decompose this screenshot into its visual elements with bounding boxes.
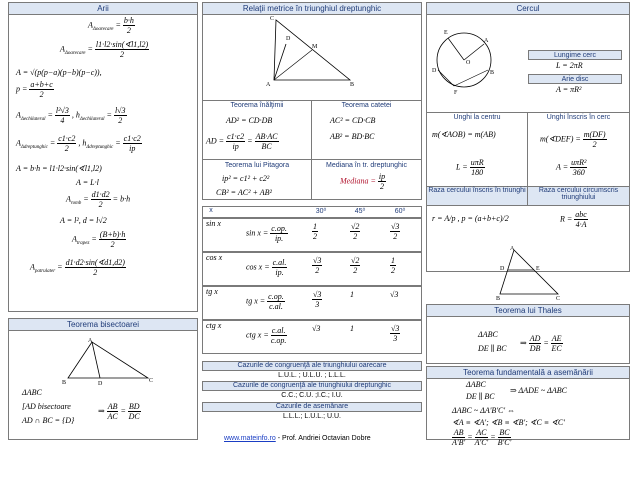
trig-fn-label: tg x bbox=[206, 287, 218, 296]
bisectoare-ipoteza-3: AD ∩ BC = {D} bbox=[22, 416, 75, 425]
svg-text:O: O bbox=[466, 60, 471, 66]
unghi-centru-formula: m(∢AOB) = m(AB) bbox=[432, 130, 496, 139]
svg-text:D: D bbox=[432, 68, 437, 74]
raza-circ-title: Raza cercului circumscris triunghiului bbox=[538, 187, 619, 201]
congruenta-oarecare-title: Cazurile de congruenţă ale triunghiului oarecare bbox=[237, 362, 387, 369]
arie-patrulater: $A_{patrulater}$ = $\frac{d1\cdot d2\cdot\sin(∢d1,d2)}{2}$ bbox=[30, 258, 125, 277]
trig-fn-label: ctg x bbox=[206, 321, 222, 330]
site-link[interactable]: www.mateinfo.ro bbox=[224, 435, 276, 442]
author-text: - Prof. Andriei Octavian Dobre bbox=[275, 435, 371, 442]
bisectoare-ipoteza-2: [AD bisectoare bbox=[22, 402, 71, 411]
lungime-arc-formula: L = $\frac{\text{uπR}}{180}$ bbox=[456, 158, 484, 177]
arie-oarecare-1: $A_{\Delta oarecare}$ = $\frac{b\cdot h}{2}$ bbox=[88, 16, 134, 35]
trig-definition: cos x = $\frac{c.al.}{ip.}$ bbox=[246, 258, 287, 277]
svg-text:B: B bbox=[490, 70, 495, 76]
svg-text:F: F bbox=[454, 90, 458, 96]
cercul-header: Cercul bbox=[427, 3, 629, 15]
trig-fn-label: sin x bbox=[206, 219, 221, 228]
congruenta-oarecare-cases: L.U.L. ; U.L.U. ; L.L.L. bbox=[278, 372, 346, 379]
trig-header-x: x bbox=[209, 207, 213, 214]
trig-value-v60: $\frac{1}{2}$ bbox=[391, 256, 395, 275]
raza-inscris-title: Raza cercului înscris în triunghi bbox=[428, 187, 526, 194]
svg-text:D: D bbox=[286, 36, 291, 42]
svg-text:D: D bbox=[500, 266, 505, 272]
thales-ipoteza-2: DE ∥ BC bbox=[478, 344, 507, 353]
arie-dreptunghi: A = L·l bbox=[76, 178, 99, 187]
thales-triangle-figure bbox=[496, 244, 562, 300]
svg-text:M: M bbox=[312, 44, 318, 50]
thales-ipoteza-1: ΔABC bbox=[478, 330, 498, 339]
trig-header-30: 30⁰ bbox=[315, 208, 327, 215]
asemanare-def-1: ΔABC ~ ΔA'B'C' ⇔ bbox=[452, 406, 516, 415]
arie-romb: $A_{romb}$ = $\frac{d1\cdot d2}{2}$ = b·h bbox=[66, 190, 131, 209]
svg-text:E: E bbox=[536, 266, 540, 272]
trig-value-v60: $\frac{√3}{2}$ bbox=[391, 222, 400, 241]
arie-heron: A = √(p(p−a)(p−b)(p−c)), bbox=[16, 68, 102, 77]
relatii-triangle-figure bbox=[262, 14, 362, 90]
arie-patrat: A = l², d = l√2 bbox=[60, 216, 107, 225]
mediana-formula-1: Mediana = $\frac{ip}{2}$ bbox=[340, 172, 386, 191]
svg-text:A: A bbox=[484, 38, 489, 44]
trig-header-45: 45⁰ bbox=[354, 208, 366, 215]
asemanare-title: Cazurile de asemănare bbox=[275, 403, 349, 410]
unghi-inscris-title: Unghi înscris în cerc bbox=[546, 114, 611, 121]
arii-header: Arii bbox=[9, 3, 197, 15]
trig-value-v30: $\frac{√3}{2}$ bbox=[313, 256, 322, 275]
bisectoare-ipoteza-1: ΔABC bbox=[22, 388, 42, 397]
arie-oarecare-2: $A_{\Delta oarecare}$ = $\frac{l1\cdot l2\cdot\sin(∢l1,l2)}{2}$ bbox=[60, 40, 149, 59]
lungime-cerc-title: Lungime cerc bbox=[528, 50, 622, 60]
arie-disc-formula: A = πR² bbox=[556, 85, 582, 94]
asemanare-cases: L.L.L.; L.U.L.; U.U. bbox=[283, 413, 341, 420]
inaltimii-formula-1: AD² = CD·DB bbox=[226, 116, 273, 125]
svg-text:A: A bbox=[88, 338, 93, 344]
svg-text:D: D bbox=[98, 381, 103, 386]
bisectoare-concluzie: ⇒ $\frac{AB}{AC}$ = $\frac{BD}{DC}$ bbox=[98, 402, 140, 421]
arie-dreptunghic: $A_{\Delta dreptunghic}$ = $\frac{c1\cdot c2}{2}$ , $h_{\Delta dreptunghic}$ = $\frac{c1\cdot c2}{ip}$ bbox=[16, 134, 141, 153]
asemanare-def-3: $\frac{AB}{A'B'}$ = $\frac{AC}{A'C'}$ = $\frac{BC}{B'C'}$ bbox=[452, 428, 512, 447]
arie-echilateral: $A_{\Delta echilateral}$ = $\frac{\text{l²√3}}{4}$ , $h_{\Delta echilateral}$ = $\frac{l√3}{2}$ bbox=[16, 106, 126, 125]
footer-credit bbox=[224, 435, 371, 442]
trig-value-v60: √3 bbox=[390, 290, 399, 299]
inaltimii-formula-2: AD = $\frac{c1\cdot c2}{ip}$ = $\frac{AB\cdot AC}{BC}$ bbox=[206, 132, 278, 151]
trig-value-v45: 1 bbox=[350, 290, 354, 299]
unghi-centru-title: Unghi la centru bbox=[453, 114, 501, 121]
fundamentala-ipoteza-1: ΔABC bbox=[466, 380, 486, 389]
asemanare-def-2: ∢A ≡ ∢A'; ∢B ≡ ∢B'; ∢C ≡ ∢C' bbox=[452, 418, 565, 427]
trig-value-v45: $\frac{√2}{2}$ bbox=[351, 256, 360, 275]
bisectoare-header: Teorema bisectoarei bbox=[9, 319, 197, 331]
arie-disc-title: Arie disc bbox=[528, 74, 622, 84]
svg-text:C: C bbox=[556, 296, 561, 300]
congruenta-dreptunghic-cases: C.C.; C.U. ;I.C.; I.U. bbox=[281, 392, 343, 399]
trig-value-v60: $\frac{√3}{3}$ bbox=[391, 324, 400, 343]
svg-text:B: B bbox=[350, 82, 355, 88]
congruenta-dreptunghic-title: Cazurile de congruenţă ale triunghiului dreptunghic bbox=[233, 382, 391, 389]
svg-text:A: A bbox=[266, 82, 271, 88]
trig-definition: ctg x = $\frac{c.al.}{c.op.}$ bbox=[246, 326, 287, 345]
raza-circ-formula: R = $\frac{\text{abc}}{4\cdot A}$ bbox=[560, 210, 587, 229]
trig-value-v30: $\frac{√3}{3}$ bbox=[313, 290, 322, 309]
svg-text:E: E bbox=[444, 30, 448, 36]
svg-text:C: C bbox=[270, 16, 275, 22]
arie-paralelogram: A = b·h = l1·l2·sin(∢l1,l2) bbox=[16, 164, 102, 173]
arie-sector-formula: A = $\frac{\text{uπR²}}{360}$ bbox=[556, 158, 587, 177]
inaltimii-title: Teorema înălţimii bbox=[230, 102, 284, 109]
catetei-formula-1: AC² = CD·CB bbox=[330, 116, 376, 125]
pitagora-formula-2: CB² = AC² + AB² bbox=[216, 188, 272, 197]
trig-definition: sin x = $\frac{c.op.}{ip.}$ bbox=[246, 224, 287, 243]
svg-text:A: A bbox=[510, 246, 515, 252]
inaltimii-cell bbox=[202, 100, 312, 160]
mediana-title: Mediana în tr. dreptunghic bbox=[326, 162, 407, 169]
trig-fn-label: cos x bbox=[206, 253, 223, 262]
catetei-formula-2: AB² = BD·BC bbox=[330, 132, 375, 141]
svg-text:C: C bbox=[149, 378, 154, 384]
pitagora-formula-1: ip² = c1² + c2² bbox=[222, 174, 270, 183]
unghi-inscris-formula: m(∢DEF) = $\frac{m(DF)}{2}$ bbox=[540, 130, 606, 149]
raza-inscris-formula: r = A/p , p = (a+b+c)/2 bbox=[432, 214, 509, 223]
cerc-figure bbox=[432, 14, 502, 112]
svg-text:B: B bbox=[496, 296, 501, 300]
semiperimetru: p = $\frac{a+b+c}{2}$ bbox=[16, 80, 53, 99]
trig-definition: tg x = $\frac{c.op.}{c.al.}$ bbox=[246, 292, 284, 311]
lungime-cerc-formula: L = 2πR bbox=[556, 61, 583, 70]
arie-trapez: $A_{trapez}$ = $\frac{(B+b)\cdot h}{2}$ bbox=[72, 230, 126, 249]
trig-header-60: 60⁰ bbox=[394, 208, 406, 215]
trig-value-v30: √3 bbox=[312, 324, 321, 333]
fundamentala-concluzie: ⇒ ΔADE ~ ΔABC bbox=[510, 386, 567, 395]
pitagora-title: Teorema lui Pitagora bbox=[224, 162, 290, 169]
thales-header: Teorema lui Thales bbox=[427, 305, 629, 317]
bisectoare-triangle-figure bbox=[60, 334, 160, 386]
trig-value-v45: $\frac{√2}{2}$ bbox=[351, 222, 360, 241]
catetei-cell bbox=[311, 100, 422, 160]
fundamentala-header: Teorema fundamentală a asemănării bbox=[427, 367, 629, 379]
svg-text:B: B bbox=[62, 380, 67, 386]
relatii-header: Relaţii metrice în triunghiul dreptunghic bbox=[203, 3, 421, 15]
catetei-title: Teorema catetei bbox=[341, 102, 392, 109]
trig-value-v45: 1 bbox=[350, 324, 354, 333]
fundamentala-ipoteza-2: DE ∥ BC bbox=[466, 392, 495, 401]
thales-concluzie: ⇒ $\frac{AD}{DB}$ = $\frac{AE}{EC}$ bbox=[520, 334, 562, 353]
trig-value-v30: $\frac{1}{2}$ bbox=[313, 222, 317, 241]
